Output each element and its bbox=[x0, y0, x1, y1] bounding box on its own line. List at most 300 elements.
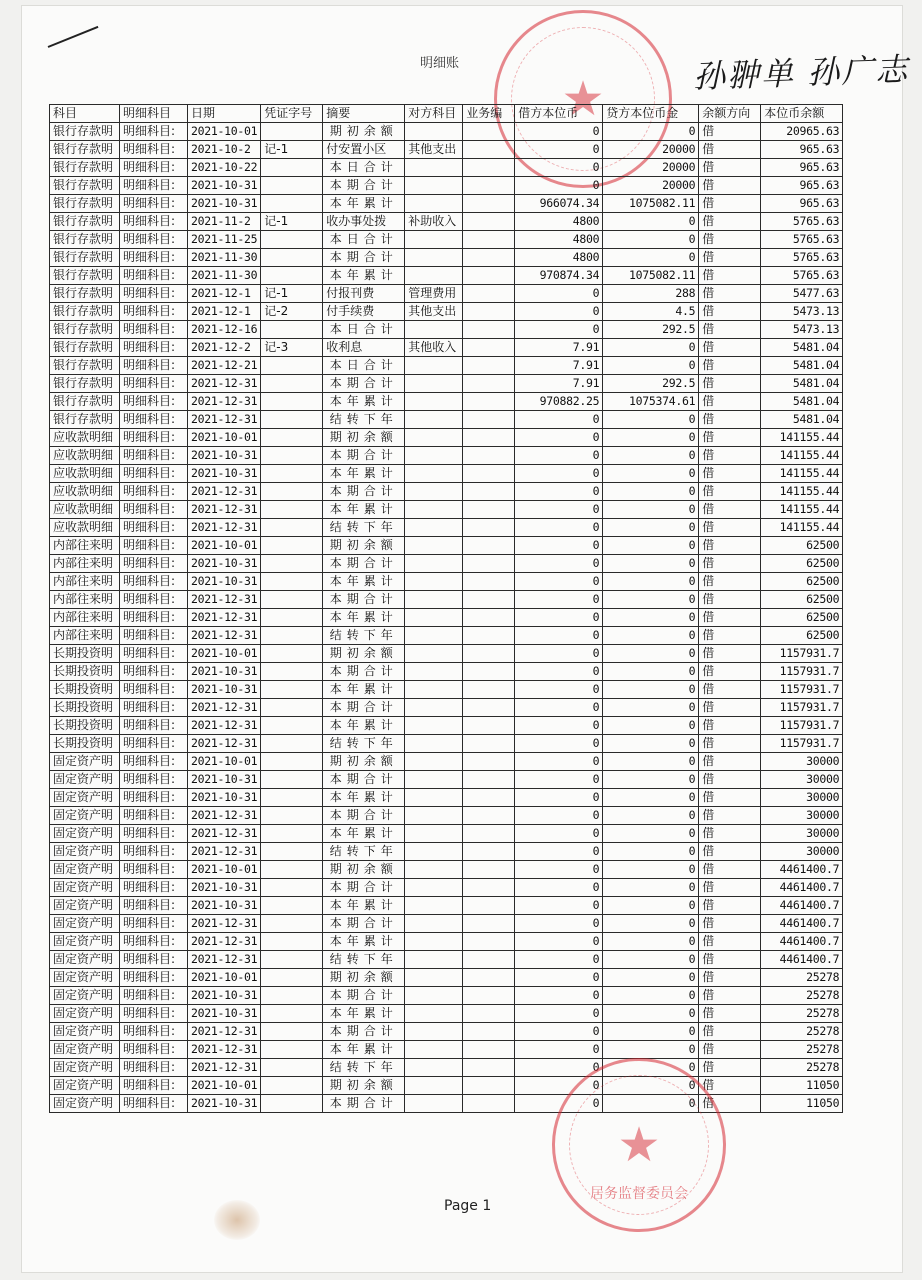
cell-summary: 本日合计 bbox=[323, 357, 405, 375]
cell-summary: 收办事处拨 bbox=[323, 213, 405, 231]
cell-direction: 借 bbox=[699, 483, 761, 501]
cell-summary: 本期合计 bbox=[323, 987, 405, 1005]
cell-business-code bbox=[463, 195, 515, 213]
cell-debit: 0 bbox=[515, 735, 603, 753]
cell-summary: 期初余额 bbox=[323, 123, 405, 141]
cell-subject: 内部往来明 bbox=[50, 609, 120, 627]
cell-summary: 结转下年 bbox=[323, 735, 405, 753]
cell-date: 2021-11-2 bbox=[188, 213, 261, 231]
cell-business-code bbox=[463, 141, 515, 159]
cell-debit: 0 bbox=[515, 681, 603, 699]
cell-credit: 0 bbox=[603, 843, 699, 861]
cell-subject: 固定资产明 bbox=[50, 1023, 120, 1041]
cell-date: 2021-11-25 bbox=[188, 231, 261, 249]
cell-date: 2021-10-22 bbox=[188, 159, 261, 177]
cell-debit: 0 bbox=[515, 789, 603, 807]
paper-stain bbox=[214, 1200, 260, 1240]
cell-balance: 30000 bbox=[761, 807, 843, 825]
cell-counter-account bbox=[405, 519, 463, 537]
cell-summary: 结转下年 bbox=[323, 519, 405, 537]
cell-debit: 0 bbox=[515, 807, 603, 825]
cell-counter-account: 管理费用 bbox=[405, 285, 463, 303]
cell-detail: 明细科目: bbox=[120, 663, 188, 681]
cell-direction: 借 bbox=[699, 897, 761, 915]
cell-business-code bbox=[463, 267, 515, 285]
cell-debit: 0 bbox=[515, 519, 603, 537]
cell-subject: 应收款明细 bbox=[50, 465, 120, 483]
cell-direction: 借 bbox=[699, 321, 761, 339]
cell-credit: 0 bbox=[603, 591, 699, 609]
cell-voucher bbox=[261, 1059, 323, 1077]
cell-debit: 7.91 bbox=[515, 339, 603, 357]
cell-detail: 明细科目: bbox=[120, 609, 188, 627]
cell-voucher bbox=[261, 879, 323, 897]
cell-balance: 25278 bbox=[761, 1005, 843, 1023]
table-row bbox=[50, 213, 843, 231]
cell-detail: 明细科目: bbox=[120, 231, 188, 249]
cell-debit: 0 bbox=[515, 573, 603, 591]
cell-counter-account bbox=[405, 771, 463, 789]
cell-voucher bbox=[261, 483, 323, 501]
cell-voucher bbox=[261, 933, 323, 951]
cell-summary: 付手续费 bbox=[323, 303, 405, 321]
cell-debit: 0 bbox=[515, 933, 603, 951]
table-row bbox=[50, 303, 843, 321]
cell-detail: 明细科目: bbox=[120, 555, 188, 573]
cell-voucher bbox=[261, 267, 323, 285]
cell-subject: 固定资产明 bbox=[50, 1041, 120, 1059]
cell-balance: 4461400.7 bbox=[761, 879, 843, 897]
cell-detail: 明细科目: bbox=[120, 267, 188, 285]
cell-counter-account bbox=[405, 537, 463, 555]
cell-voucher bbox=[261, 951, 323, 969]
cell-subject: 银行存款明 bbox=[50, 411, 120, 429]
cell-direction: 借 bbox=[699, 861, 761, 879]
cell-detail: 明细科目: bbox=[120, 1095, 188, 1113]
cell-voucher bbox=[261, 177, 323, 195]
cell-subject: 银行存款明 bbox=[50, 303, 120, 321]
cell-date: 2021-12-31 bbox=[188, 393, 261, 411]
cell-credit: 0 bbox=[603, 447, 699, 465]
cell-counter-account bbox=[405, 411, 463, 429]
cell-debit: 0 bbox=[515, 843, 603, 861]
table-row bbox=[50, 753, 843, 771]
cell-business-code bbox=[463, 735, 515, 753]
cell-credit: 0 bbox=[603, 663, 699, 681]
cell-summary: 本年累计 bbox=[323, 933, 405, 951]
table-row bbox=[50, 609, 843, 627]
cell-counter-account bbox=[405, 321, 463, 339]
cell-balance: 1157931.7 bbox=[761, 645, 843, 663]
ledger-table bbox=[49, 104, 843, 1113]
table-row bbox=[50, 1095, 843, 1113]
cell-business-code bbox=[463, 933, 515, 951]
cell-business-code bbox=[463, 699, 515, 717]
cell-direction: 借 bbox=[699, 1023, 761, 1041]
cell-credit: 20000 bbox=[603, 177, 699, 195]
cell-detail: 明细科目: bbox=[120, 843, 188, 861]
cell-detail: 明细科目: bbox=[120, 1059, 188, 1077]
cell-debit: 0 bbox=[515, 645, 603, 663]
cell-summary: 结转下年 bbox=[323, 411, 405, 429]
cell-date: 2021-12-31 bbox=[188, 627, 261, 645]
cell-debit: 0 bbox=[515, 123, 603, 141]
cell-counter-account bbox=[405, 627, 463, 645]
cell-business-code bbox=[463, 231, 515, 249]
cell-voucher bbox=[261, 825, 323, 843]
cell-debit: 0 bbox=[515, 141, 603, 159]
cell-debit: 0 bbox=[515, 825, 603, 843]
cell-direction: 借 bbox=[699, 213, 761, 231]
cell-credit: 0 bbox=[603, 1023, 699, 1041]
cell-balance: 20965.63 bbox=[761, 123, 843, 141]
cell-balance: 1157931.7 bbox=[761, 681, 843, 699]
cell-voucher bbox=[261, 987, 323, 1005]
cell-business-code bbox=[463, 807, 515, 825]
cell-date: 2021-10-31 bbox=[188, 555, 261, 573]
cell-date: 2021-10-31 bbox=[188, 879, 261, 897]
cell-date: 2021-12-31 bbox=[188, 591, 261, 609]
cell-debit: 970874.34 bbox=[515, 267, 603, 285]
cell-balance: 62500 bbox=[761, 555, 843, 573]
cell-balance: 141155.44 bbox=[761, 501, 843, 519]
cell-date: 2021-10-01 bbox=[188, 1077, 261, 1095]
cell-subject: 固定资产明 bbox=[50, 1005, 120, 1023]
cell-detail: 明细科目: bbox=[120, 393, 188, 411]
cell-subject: 固定资产明 bbox=[50, 933, 120, 951]
cell-credit: 0 bbox=[603, 789, 699, 807]
cell-voucher bbox=[261, 375, 323, 393]
cell-credit: 0 bbox=[603, 609, 699, 627]
cell-subject: 应收款明细 bbox=[50, 519, 120, 537]
cell-business-code bbox=[463, 825, 515, 843]
cell-summary: 本年累计 bbox=[323, 789, 405, 807]
cell-balance: 5765.63 bbox=[761, 213, 843, 231]
table-row bbox=[50, 321, 843, 339]
cell-debit: 4800 bbox=[515, 231, 603, 249]
cell-debit: 0 bbox=[515, 303, 603, 321]
cell-counter-account bbox=[405, 249, 463, 267]
cell-counter-account bbox=[405, 1023, 463, 1041]
cell-counter-account bbox=[405, 429, 463, 447]
cell-business-code bbox=[463, 339, 515, 357]
table-row bbox=[50, 465, 843, 483]
cell-balance: 5473.13 bbox=[761, 303, 843, 321]
cell-balance: 62500 bbox=[761, 537, 843, 555]
cell-direction: 借 bbox=[699, 123, 761, 141]
cell-debit: 0 bbox=[515, 159, 603, 177]
cell-credit: 0 bbox=[603, 357, 699, 375]
cell-credit: 1075082.11 bbox=[603, 195, 699, 213]
cell-subject: 长期投资明 bbox=[50, 663, 120, 681]
cell-summary: 结转下年 bbox=[323, 951, 405, 969]
cell-business-code bbox=[463, 1023, 515, 1041]
cell-credit: 0 bbox=[603, 951, 699, 969]
cell-debit: 0 bbox=[515, 411, 603, 429]
cell-debit: 0 bbox=[515, 753, 603, 771]
cell-detail: 明细科目: bbox=[120, 213, 188, 231]
cell-detail: 明细科目: bbox=[120, 951, 188, 969]
cell-counter-account: 其他收入 bbox=[405, 339, 463, 357]
cell-voucher bbox=[261, 123, 323, 141]
cell-detail: 明细科目: bbox=[120, 987, 188, 1005]
cell-debit: 0 bbox=[515, 537, 603, 555]
cell-voucher bbox=[261, 789, 323, 807]
cell-voucher bbox=[261, 627, 323, 645]
cell-detail: 明细科目: bbox=[120, 591, 188, 609]
cell-balance: 30000 bbox=[761, 771, 843, 789]
cell-voucher: 记-1 bbox=[261, 141, 323, 159]
cell-business-code bbox=[463, 177, 515, 195]
table-row bbox=[50, 123, 843, 141]
cell-debit: 0 bbox=[515, 1005, 603, 1023]
cell-business-code bbox=[463, 303, 515, 321]
table-row bbox=[50, 627, 843, 645]
cell-voucher: 记-1 bbox=[261, 285, 323, 303]
cell-subject: 固定资产明 bbox=[50, 1077, 120, 1095]
cell-date: 2021-11-30 bbox=[188, 249, 261, 267]
cell-debit: 0 bbox=[515, 429, 603, 447]
cell-voucher bbox=[261, 537, 323, 555]
col-header: 余额方向 bbox=[699, 105, 761, 123]
cell-voucher: 记-1 bbox=[261, 213, 323, 231]
cell-credit: 0 bbox=[603, 987, 699, 1005]
cell-voucher bbox=[261, 897, 323, 915]
cell-credit: 0 bbox=[603, 429, 699, 447]
cell-detail: 明细科目: bbox=[120, 465, 188, 483]
cell-counter-account bbox=[405, 951, 463, 969]
cell-debit: 966074.34 bbox=[515, 195, 603, 213]
cell-subject: 长期投资明 bbox=[50, 717, 120, 735]
cell-business-code bbox=[463, 501, 515, 519]
table-row bbox=[50, 141, 843, 159]
cell-counter-account bbox=[405, 897, 463, 915]
cell-direction: 借 bbox=[699, 339, 761, 357]
cell-summary: 本期合计 bbox=[323, 483, 405, 501]
cell-credit: 0 bbox=[603, 501, 699, 519]
cell-business-code bbox=[463, 915, 515, 933]
table-row bbox=[50, 915, 843, 933]
table-row bbox=[50, 195, 843, 213]
cell-detail: 明细科目: bbox=[120, 483, 188, 501]
cell-balance: 62500 bbox=[761, 591, 843, 609]
cell-business-code bbox=[463, 1077, 515, 1095]
handwritten-signature: 孙翀单 孙广志 bbox=[692, 50, 910, 96]
cell-direction: 借 bbox=[699, 141, 761, 159]
cell-direction: 借 bbox=[699, 987, 761, 1005]
cell-credit: 0 bbox=[603, 213, 699, 231]
cell-debit: 0 bbox=[515, 861, 603, 879]
table-row bbox=[50, 393, 843, 411]
cell-direction: 借 bbox=[699, 1005, 761, 1023]
cell-date: 2021-12-31 bbox=[188, 915, 261, 933]
cell-detail: 明细科目: bbox=[120, 249, 188, 267]
cell-business-code bbox=[463, 411, 515, 429]
cell-summary: 本年累计 bbox=[323, 825, 405, 843]
cell-credit: 0 bbox=[603, 771, 699, 789]
cell-detail: 明细科目: bbox=[120, 879, 188, 897]
cell-summary: 本期合计 bbox=[323, 771, 405, 789]
cell-credit: 0 bbox=[603, 627, 699, 645]
cell-detail: 明细科目: bbox=[120, 447, 188, 465]
cell-summary: 本年累计 bbox=[323, 465, 405, 483]
cell-business-code bbox=[463, 447, 515, 465]
cell-summary: 本期合计 bbox=[323, 663, 405, 681]
cell-counter-account bbox=[405, 1059, 463, 1077]
col-header: 凭证字号 bbox=[261, 105, 323, 123]
cell-subject: 固定资产明 bbox=[50, 879, 120, 897]
cell-balance: 965.63 bbox=[761, 141, 843, 159]
cell-direction: 借 bbox=[699, 681, 761, 699]
cell-counter-account bbox=[405, 753, 463, 771]
cell-detail: 明细科目: bbox=[120, 537, 188, 555]
table-row bbox=[50, 771, 843, 789]
cell-detail: 明细科目: bbox=[120, 717, 188, 735]
cell-credit: 0 bbox=[603, 249, 699, 267]
cell-summary: 本日合计 bbox=[323, 159, 405, 177]
cell-summary: 期初余额 bbox=[323, 753, 405, 771]
cell-date: 2021-12-2 bbox=[188, 339, 261, 357]
cell-detail: 明细科目: bbox=[120, 933, 188, 951]
cell-summary: 本年累计 bbox=[323, 1005, 405, 1023]
cell-counter-account bbox=[405, 177, 463, 195]
cell-summary: 付报刊费 bbox=[323, 285, 405, 303]
cell-debit: 4800 bbox=[515, 213, 603, 231]
cell-detail: 明细科目: bbox=[120, 321, 188, 339]
cell-summary: 本年累计 bbox=[323, 609, 405, 627]
cell-detail: 明细科目: bbox=[120, 699, 188, 717]
cell-summary: 本期合计 bbox=[323, 1023, 405, 1041]
cell-balance: 30000 bbox=[761, 753, 843, 771]
cell-date: 2021-12-16 bbox=[188, 321, 261, 339]
table-row bbox=[50, 267, 843, 285]
cell-date: 2021-12-31 bbox=[188, 825, 261, 843]
cell-counter-account bbox=[405, 861, 463, 879]
cell-balance: 5481.04 bbox=[761, 375, 843, 393]
cell-subject: 固定资产明 bbox=[50, 897, 120, 915]
cell-detail: 明细科目: bbox=[120, 789, 188, 807]
cell-voucher bbox=[261, 753, 323, 771]
cell-date: 2021-10-01 bbox=[188, 429, 261, 447]
cell-detail: 明细科目: bbox=[120, 303, 188, 321]
cell-debit: 0 bbox=[515, 717, 603, 735]
cell-subject: 银行存款明 bbox=[50, 285, 120, 303]
cell-direction: 借 bbox=[699, 1077, 761, 1095]
page-title: 明细账 bbox=[420, 56, 460, 71]
cell-credit: 0 bbox=[603, 897, 699, 915]
cell-counter-account: 其他支出 bbox=[405, 141, 463, 159]
cell-subject: 固定资产明 bbox=[50, 915, 120, 933]
cell-detail: 明细科目: bbox=[120, 735, 188, 753]
cell-subject: 固定资产明 bbox=[50, 825, 120, 843]
cell-counter-account bbox=[405, 879, 463, 897]
cell-voucher bbox=[261, 681, 323, 699]
cell-business-code bbox=[463, 519, 515, 537]
cell-date: 2021-10-31 bbox=[188, 1005, 261, 1023]
cell-balance: 5481.04 bbox=[761, 339, 843, 357]
cell-voucher bbox=[261, 609, 323, 627]
cell-subject: 银行存款明 bbox=[50, 357, 120, 375]
table-row bbox=[50, 591, 843, 609]
cell-business-code bbox=[463, 753, 515, 771]
cell-date: 2021-11-30 bbox=[188, 267, 261, 285]
cell-detail: 明细科目: bbox=[120, 627, 188, 645]
cell-date: 2021-12-31 bbox=[188, 735, 261, 753]
cell-credit: 0 bbox=[603, 1095, 699, 1113]
cell-date: 2021-12-31 bbox=[188, 699, 261, 717]
cell-direction: 借 bbox=[699, 195, 761, 213]
cell-business-code bbox=[463, 717, 515, 735]
cell-business-code bbox=[463, 987, 515, 1005]
cell-balance: 4461400.7 bbox=[761, 861, 843, 879]
cell-credit: 0 bbox=[603, 933, 699, 951]
cell-direction: 借 bbox=[699, 429, 761, 447]
cell-direction: 借 bbox=[699, 357, 761, 375]
table-row bbox=[50, 969, 843, 987]
cell-summary: 期初余额 bbox=[323, 537, 405, 555]
cell-detail: 明细科目: bbox=[120, 375, 188, 393]
cell-date: 2021-10-31 bbox=[188, 465, 261, 483]
cell-business-code bbox=[463, 789, 515, 807]
cell-credit: 0 bbox=[603, 915, 699, 933]
table-row bbox=[50, 879, 843, 897]
cell-counter-account bbox=[405, 915, 463, 933]
table-row bbox=[50, 825, 843, 843]
table-row bbox=[50, 897, 843, 915]
cell-business-code bbox=[463, 393, 515, 411]
cell-summary: 收利息 bbox=[323, 339, 405, 357]
cell-counter-account: 其他支出 bbox=[405, 303, 463, 321]
table-row bbox=[50, 861, 843, 879]
table-row bbox=[50, 987, 843, 1005]
cell-credit: 0 bbox=[603, 555, 699, 573]
cell-detail: 明细科目: bbox=[120, 1077, 188, 1095]
cell-business-code bbox=[463, 591, 515, 609]
cell-voucher bbox=[261, 429, 323, 447]
cell-detail: 明细科目: bbox=[120, 411, 188, 429]
cell-business-code bbox=[463, 483, 515, 501]
cell-counter-account bbox=[405, 807, 463, 825]
table-row bbox=[50, 339, 843, 357]
cell-direction: 借 bbox=[699, 555, 761, 573]
cell-summary: 本年累计 bbox=[323, 195, 405, 213]
cell-summary: 本年累计 bbox=[323, 573, 405, 591]
cell-date: 2021-10-31 bbox=[188, 447, 261, 465]
cell-date: 2021-10-31 bbox=[188, 771, 261, 789]
cell-direction: 借 bbox=[699, 447, 761, 465]
cell-counter-account bbox=[405, 159, 463, 177]
cell-business-code bbox=[463, 771, 515, 789]
cell-credit: 0 bbox=[603, 879, 699, 897]
cell-debit: 0 bbox=[515, 501, 603, 519]
cell-direction: 借 bbox=[699, 177, 761, 195]
cell-debit: 0 bbox=[515, 663, 603, 681]
cell-business-code bbox=[463, 627, 515, 645]
cell-balance: 25278 bbox=[761, 969, 843, 987]
cell-summary: 本期合计 bbox=[323, 555, 405, 573]
cell-direction: 借 bbox=[699, 609, 761, 627]
cell-business-code bbox=[463, 573, 515, 591]
cell-balance: 5765.63 bbox=[761, 249, 843, 267]
cell-credit: 0 bbox=[603, 717, 699, 735]
cell-debit: 0 bbox=[515, 987, 603, 1005]
table-row bbox=[50, 1077, 843, 1095]
cell-business-code bbox=[463, 1041, 515, 1059]
cell-counter-account bbox=[405, 357, 463, 375]
cell-counter-account bbox=[405, 1005, 463, 1023]
cell-detail: 明细科目: bbox=[120, 501, 188, 519]
cell-voucher: 记-2 bbox=[261, 303, 323, 321]
